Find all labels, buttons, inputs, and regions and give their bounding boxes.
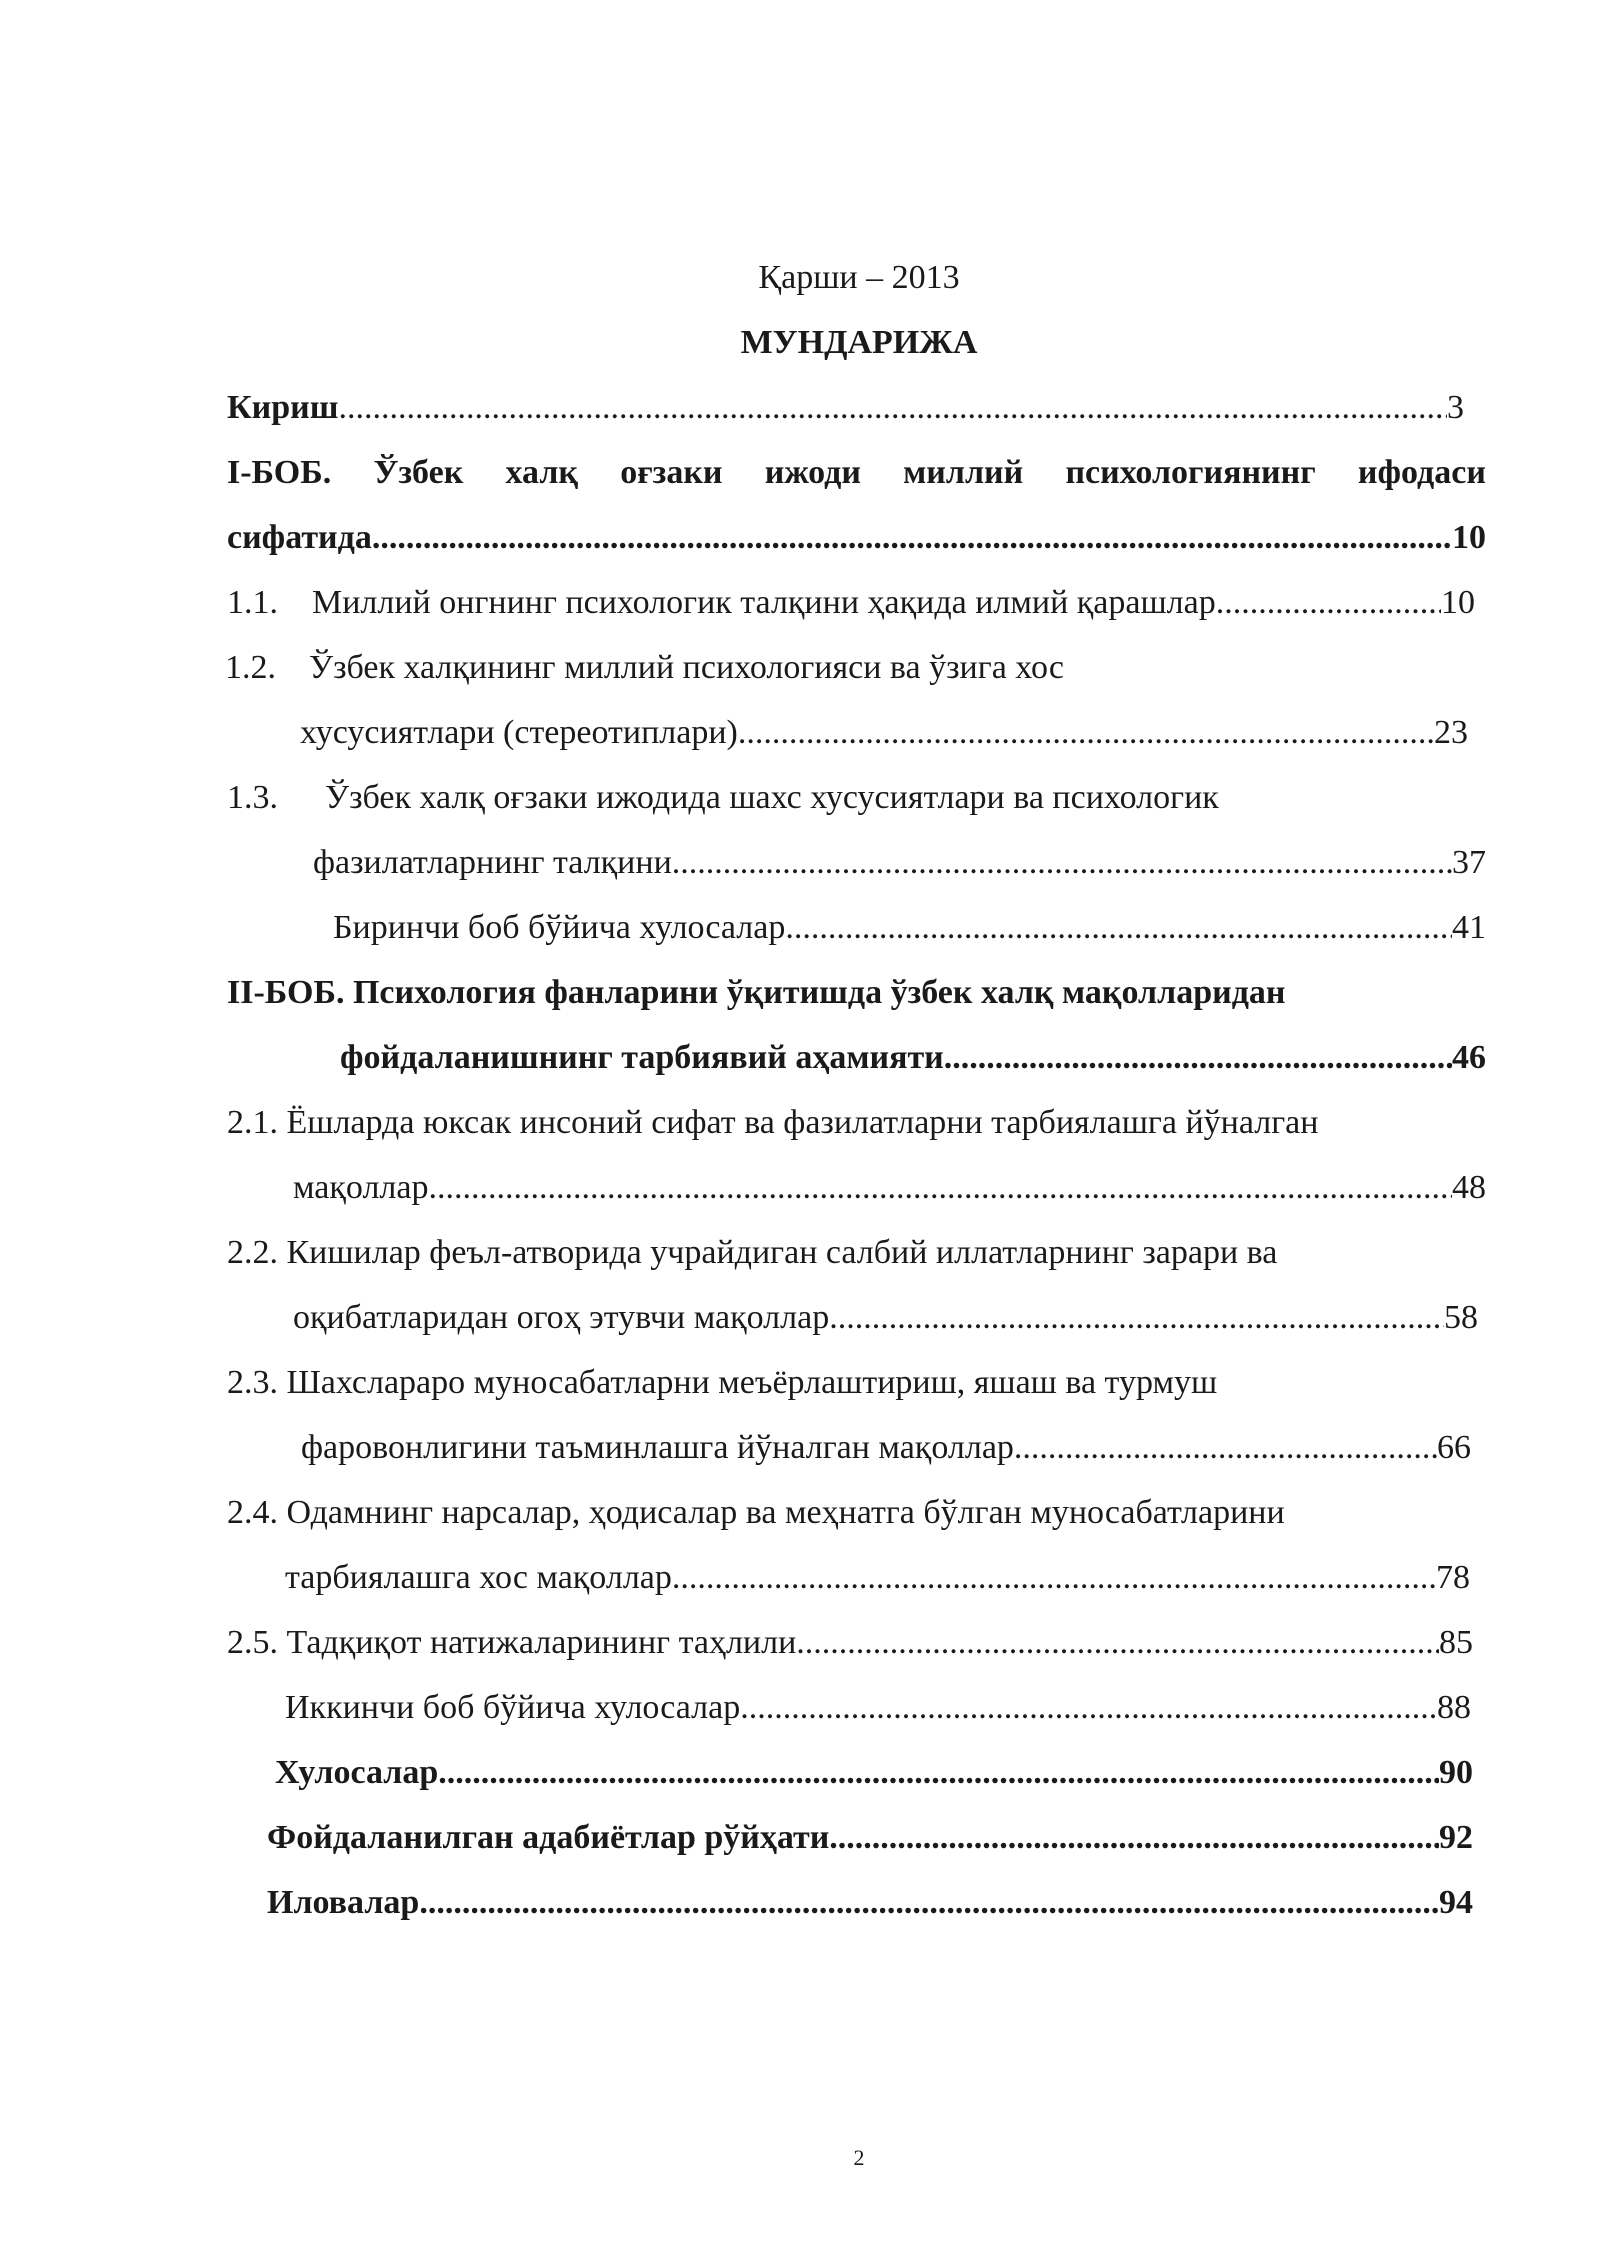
toc-page: 88 [1437,1689,1471,1726]
toc-entry-2-2 [293,1298,1478,1338]
chapter-word: Ўзбек [373,454,464,491]
toc-label-line1: Ўзбек халқининг миллий психологияси ва ўзига хос [309,649,1064,686]
dot-leader [419,1883,1439,1923]
toc-entry-ch2-summary [285,1688,1471,1728]
toc-page: 37 [1452,844,1486,881]
dot-leader [438,1753,1439,1793]
toc-label: Хулосалар [275,1754,439,1791]
toc-entry-1-3 [313,843,1486,883]
toc-label: фаровонлигини таъминлашга йўналган мақоллар [301,1429,1014,1466]
toc-label: Миллий онгнинг психологик талқини ҳақида илмий қарашлар [312,584,1216,621]
chapter-word: миллий [903,454,1024,491]
toc-label: фазилатларнинг талқини [313,844,672,881]
toc-page: 58 [1444,1299,1478,1336]
chapter-word: ижоди [764,454,861,491]
dot-leader [338,388,1447,428]
toc-page: 10 [1452,519,1486,556]
toc-chapter1-line2 [227,518,1486,558]
toc-label-line1: 2.3. Шахслараро муносабатларни меъёрлаштириш, яшаш ва турмуш [227,1364,1218,1401]
toc-page: 85 [1439,1624,1473,1661]
toc-label-line1: 2.4. Одамнинг нарсалар, ҳодисалар ва меҳнатга бўлган муносабатларини [227,1494,1285,1531]
chapter-word: оғзаки [620,454,723,491]
dot-leader [944,1038,1452,1078]
dot-leader [829,1298,1444,1338]
toc-label: Иловалар [267,1884,420,1921]
toc-label: Фойдаланилган адабиётлар рўйҳати [267,1819,830,1856]
toc-number: 1.2. [225,649,276,686]
toc-page: 41 [1452,909,1486,946]
toc-page: 66 [1437,1429,1471,1466]
toc-label: мақоллар [293,1169,429,1206]
toc-label: фойдаланишнинг тарбиявий аҳамияти [340,1039,944,1076]
toc-title: МУНДАРИЖА [740,324,978,361]
toc-label-line1: 2.1. Ёшларда юксак инсоний сифат ва фазилатларни тарбиялашга йўналган [227,1104,1319,1141]
toc-label: сифатида [227,519,372,556]
toc-label: Биринчи боб бўйича хулосалар [333,909,786,946]
toc-page: 46 [1452,1039,1486,1076]
dot-leader [428,1168,1452,1208]
toc-entry-2-3 [301,1428,1471,1468]
toc-label-line1: Ўзбек халқ оғзаки ижодида шахс хусусиятлари ва психологик [325,779,1219,816]
toc-label: хусусиятлари (стереотиплари) [300,714,738,751]
city-year: Қарши – 2013 [758,259,960,296]
dot-leader [672,843,1452,883]
toc-entry-ch1-summary [333,908,1486,948]
toc-number: 1.3. [227,779,278,816]
page-number: 2 [853,2145,865,2170]
toc-entry-appendices [267,1883,1473,1923]
toc-page: 10 [1441,584,1475,621]
toc-chapter2-line1: II-БОБ. Психология фанларини ўқитишда ўзбек халқ мақолларидан [227,974,1286,1011]
dot-leader [738,713,1434,753]
chapter-word: халқ [505,454,579,491]
toc-entry-intro [227,388,1464,428]
toc-chapter1-line1 [227,453,1486,493]
toc-number: 1.1. [227,584,278,621]
toc-entry-2-5 [227,1623,1473,1663]
chapter-word: ифодаси [1357,454,1486,491]
toc-page: 23 [1434,714,1468,751]
dot-leader [1216,583,1441,623]
toc-label: оқибатларидан огоҳ этувчи мақоллар [293,1299,830,1336]
toc-page: 94 [1439,1884,1473,1921]
toc-entry-conclusions [275,1753,1473,1793]
chapter-number: I-БОБ. [227,454,332,491]
dot-leader [1014,1428,1437,1468]
toc-entry-2-1 [293,1168,1486,1208]
toc-label: Кириш [227,389,339,426]
toc-entry-2-4 [285,1558,1470,1598]
toc-chapter2-line2 [340,1038,1486,1078]
toc-label: Иккинчи боб бўйича хулосалар [285,1689,741,1726]
toc-label: тарбиялашга хос мақоллар [285,1559,672,1596]
dot-leader [372,518,1452,558]
toc-entry-1-2 [300,713,1468,753]
toc-label-line1: 2.2. Кишилар феъл-атворида учрайдиган салбий иллатларнинг зарари ва [227,1234,1278,1271]
dot-leader [785,908,1452,948]
toc-entry-references [267,1818,1473,1858]
dot-leader [829,1818,1439,1858]
dot-leader [740,1688,1437,1728]
chapter-word: психологиянинг [1065,454,1316,491]
dot-leader [672,1558,1436,1598]
toc-page: 92 [1439,1819,1473,1856]
dot-leader [796,1623,1439,1663]
toc-page: 78 [1436,1559,1470,1596]
toc-page: 48 [1452,1169,1486,1206]
toc-page: 90 [1439,1754,1473,1791]
toc-label: 2.5. Тадқиқот натижаларининг таҳлили [227,1624,797,1661]
toc-entry-1-1 [312,583,1475,623]
toc-page: 3 [1447,389,1464,426]
